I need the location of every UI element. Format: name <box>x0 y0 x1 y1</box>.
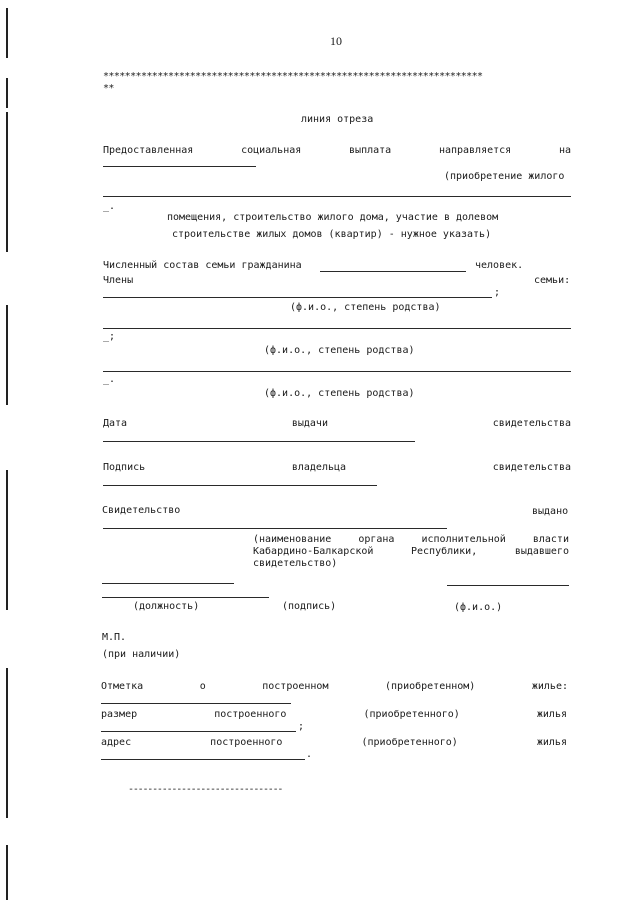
margin-mark <box>6 845 8 900</box>
housing-size-semicolon: ; <box>298 721 305 732</box>
housing-mark-row <box>101 681 568 693</box>
certificate-left: Свидетельство <box>102 505 181 516</box>
word: органа <box>358 534 395 545</box>
authority-line2 <box>253 546 569 558</box>
tail-mark: _. <box>103 201 116 212</box>
fill-line <box>103 485 377 486</box>
margin-mark <box>6 305 8 405</box>
housing-address-dot: . <box>306 749 313 760</box>
fill-line <box>103 166 256 167</box>
word: (приобретенного) <box>361 737 458 748</box>
word: (наименование <box>253 534 332 545</box>
word: жилье: <box>531 681 568 692</box>
mark-dot: _. <box>103 374 116 385</box>
word: (приобретенного) <box>363 709 460 720</box>
word: построенном <box>262 681 329 692</box>
authority-line3: свидетельство) <box>253 558 338 569</box>
margin-mark <box>6 470 8 610</box>
word: на <box>558 145 571 156</box>
word: направляется <box>438 145 512 156</box>
fill-line <box>101 731 296 732</box>
word: Республики, <box>411 546 478 557</box>
fill-line <box>103 371 571 372</box>
family-count-unit: человек. <box>475 260 524 271</box>
housing-size-row <box>101 709 567 721</box>
word: построенного <box>210 737 283 748</box>
housing-address-row <box>101 737 567 749</box>
word: о <box>199 681 206 692</box>
word: свидетельства <box>492 462 571 473</box>
payment-hint: (приобретение жилого <box>444 171 565 182</box>
fill-line <box>103 196 571 197</box>
word: Дата <box>103 418 128 429</box>
issue-date-row <box>103 418 571 430</box>
signature-row <box>103 462 571 474</box>
fill-line <box>103 328 571 329</box>
separator-stars: ********************************************************************** <box>103 71 483 82</box>
word: власти <box>532 534 569 545</box>
official-fio: (ф.и.о.) <box>454 602 503 613</box>
word: Отметка <box>101 681 144 692</box>
payment-hint-line3: строительстве жилых домов (квартир) - нужное указать) <box>172 229 492 240</box>
members-right: семьи: <box>534 275 571 286</box>
official-signature: (подпись) <box>282 601 337 612</box>
authority-line1 <box>253 534 569 546</box>
word: жилья <box>536 737 567 748</box>
word: построенного <box>214 709 287 720</box>
fio-hint: (ф.и.о., степень родства) <box>264 388 415 399</box>
margin-mark <box>6 78 8 108</box>
semicolon: ; <box>494 287 501 298</box>
word: владельца <box>291 462 347 473</box>
word: Кабардино-Балкарской <box>253 546 374 557</box>
family-count-label: Численный состав семьи гражданина <box>103 260 302 271</box>
fill-line <box>103 528 447 529</box>
fill-line <box>102 597 269 598</box>
margin-mark <box>6 112 8 252</box>
word: исполнительной <box>421 534 506 545</box>
fio-hint: (ф.и.о., степень родства) <box>290 302 441 313</box>
fio-hint: (ф.и.о., степень родства) <box>264 345 415 356</box>
payment-hint-line2: помещения, строительство жилого дома, участие в долевом <box>167 212 499 223</box>
official-position: (должность) <box>133 601 200 612</box>
fill-line <box>102 583 234 584</box>
word: Предоставленная <box>103 145 194 156</box>
word: адрес <box>101 737 132 748</box>
word: социальная <box>241 145 302 156</box>
certificate-right: выдано <box>532 506 569 517</box>
word: выдачи <box>291 418 328 429</box>
stamp-if-present: (при наличии) <box>102 649 181 660</box>
word: выплата <box>349 145 392 156</box>
cut-line-label: линия отреза <box>301 114 374 125</box>
fill-line <box>101 759 305 760</box>
fill-line <box>447 585 569 586</box>
word: (приобретенном) <box>385 681 476 692</box>
stamp-mp: М.П. <box>102 632 127 643</box>
word: жилья <box>536 709 567 720</box>
word: размер <box>101 709 138 720</box>
footer-dashes: -------------------------------- <box>128 784 283 795</box>
fill-line <box>101 703 291 704</box>
margin-mark <box>6 8 8 58</box>
fill-line <box>103 297 492 298</box>
separator-stars-tail: ** <box>103 83 114 94</box>
fill-line <box>103 441 415 442</box>
word: Подпись <box>103 462 146 473</box>
margin-mark <box>6 668 8 818</box>
mark-semicolon: _; <box>103 331 116 342</box>
word: выдавшего <box>514 546 569 557</box>
page-number: 10 <box>330 34 342 48</box>
members-left: Члены <box>103 275 134 286</box>
payment-direction-row <box>103 145 571 157</box>
word: свидетельства <box>492 418 571 429</box>
fill-line <box>320 271 466 272</box>
